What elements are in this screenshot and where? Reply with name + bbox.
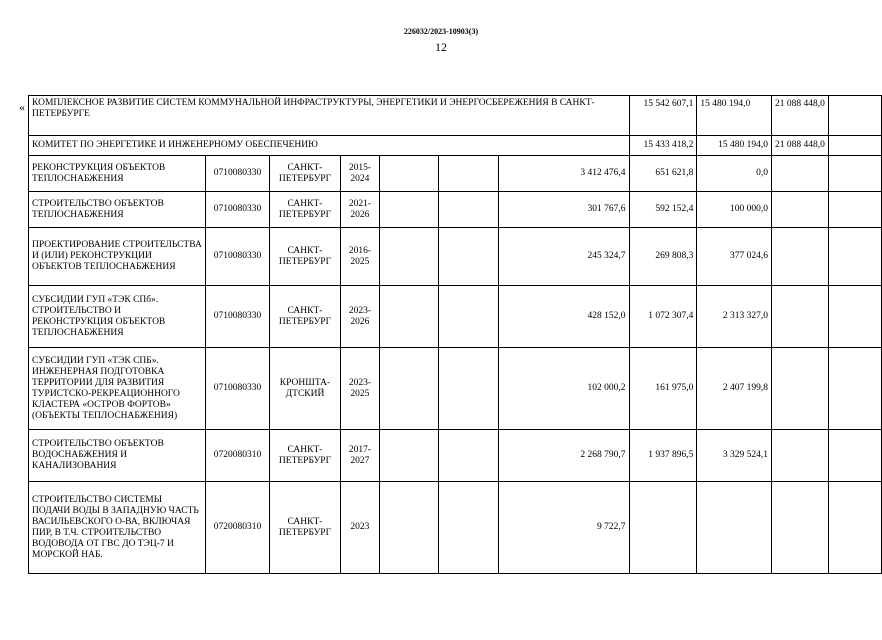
- row-empty-cell: [771, 286, 828, 348]
- document-number: 226032/2023-10903(3): [403, 27, 479, 36]
- row-empty-cell: [771, 228, 828, 286]
- row-name: ПРОЕКТИРОВАНИЕ СТРОИТЕЛЬСТВА И (ИЛИ) РЕКОНСТРУКЦИИ ОБЪЕКТОВ ТЕПЛОСНАБЖЕНИЯ: [29, 228, 206, 286]
- row-empty-cell: [771, 192, 828, 228]
- row-value-1: 102 000,2: [499, 348, 629, 430]
- row-code: 0710080330: [206, 286, 269, 348]
- row-place: САНКТ-ПЕТЕРБУРГ: [269, 156, 341, 192]
- row-value-3: [697, 482, 772, 574]
- row-code: 0720080310: [206, 430, 269, 482]
- row-name: РЕКОНСТРУКЦИЯ ОБЪЕКТОВ ТЕПЛОСНАБЖЕНИЯ: [29, 156, 206, 192]
- row-empty-cell: [379, 482, 439, 574]
- table-row: [29, 430, 882, 482]
- row-name: СУБСИДИИ ГУП «ТЭК СПБ». ИНЖЕНЕРНАЯ ПОДГОТОВКА ТЕРРИТОРИИ ДЛЯ РАЗВИТИЯ ТУРИСТСКО-РЕКРЕАЦИОННОГО КЛАСТЕРА «ОСТРОВ ФОРТОВ» (ОБЪЕКТЫ ТЕПЛОСНАБЖЕНИЯ): [29, 348, 206, 430]
- row-code: 0710080330: [206, 156, 269, 192]
- row-empty-cell: [771, 482, 828, 574]
- row-place: САНКТ-ПЕТЕРБУРГ: [269, 192, 341, 228]
- section-value-2: 15 480 194,0: [697, 96, 772, 136]
- row-value-3: 377 024,6: [697, 228, 772, 286]
- table-row: [29, 348, 882, 430]
- row-empty-cell: [828, 286, 881, 348]
- page-number: 12: [435, 40, 447, 54]
- row-empty-cell: [379, 228, 439, 286]
- row-empty-cell: [379, 430, 439, 482]
- row-code: 0710080330: [206, 228, 269, 286]
- row-value-3: 0,0: [697, 156, 772, 192]
- row-name: СТРОИТЕЛЬСТВО ОБЪЕКТОВ ВОДОСНАБЖЕНИЯ И КАНАЛИЗОВАНИЯ: [29, 430, 206, 482]
- row-empty-cell: [439, 156, 499, 192]
- row-empty-cell: [439, 348, 499, 430]
- row-place: КРОНШТА-ДТСКИЙ: [269, 348, 341, 430]
- row-years: 2017-2027: [341, 430, 379, 482]
- row-value-3: 2 407 199,8: [697, 348, 772, 430]
- program-table: [28, 95, 882, 574]
- section-title: КОМПЛЕКСНОЕ РАЗВИТИЕ СИСТЕМ КОММУНАЛЬНОЙ ИНФРАСТРУКТУРЫ, ЭНЕРГЕТИКИ И ЭНЕРГОСБЕРЕЖЕНИЯ В САНКТ-ПЕТЕРБУРГЕ: [29, 96, 630, 136]
- section-row: [29, 96, 882, 136]
- row-empty-cell: [439, 228, 499, 286]
- row-empty-cell: [439, 430, 499, 482]
- row-value-1: 428 152,0: [499, 286, 629, 348]
- row-value-1: 9 722,7: [499, 482, 629, 574]
- row-value-1: 2 268 790,7: [499, 430, 629, 482]
- row-empty-cell: [828, 156, 881, 192]
- committee-value-3: 21 088 448,0: [771, 136, 828, 156]
- row-empty-cell: [828, 228, 881, 286]
- row-value-3: 3 329 524,1: [697, 430, 772, 482]
- row-empty-cell: [439, 482, 499, 574]
- row-name: СУБСИДИИ ГУП «ТЭК СПб». СТРОИТЕЛЬСТВО И РЕКОНСТРУКЦИЯ ОБЪЕКТОВ ТЕПЛОСНАБЖЕНИЯ: [29, 286, 206, 348]
- section-empty-cell: [828, 96, 881, 136]
- row-years: 2016-2025: [341, 228, 379, 286]
- row-name: СТРОИТЕЛЬСТВО СИСТЕМЫ ПОДАЧИ ВОДЫ В ЗАПАДНУЮ ЧАСТЬ ВАСИЛЬЕВСКОГО О-ВА, ВКЛЮЧАЯ ПИР, В Т.Ч. СТРОИТЕЛЬСТВО ВОДОВОДА ОТ ГВС ДО ТЭЦ-7 И МОРСКОЙ НАБ.: [29, 482, 206, 574]
- row-years: 2015-2024: [341, 156, 379, 192]
- row-years: 2021-2026: [341, 192, 379, 228]
- row-value-1: 301 767,6: [499, 192, 629, 228]
- row-empty-cell: [771, 156, 828, 192]
- table-row: [29, 192, 882, 228]
- row-empty-cell: [379, 156, 439, 192]
- row-code: 0710080330: [206, 348, 269, 430]
- row-years: 2023-2026: [341, 286, 379, 348]
- section-value-1: 15 542 607,1: [629, 96, 697, 136]
- row-empty-cell: [828, 430, 881, 482]
- row-value-1: 3 412 476,4: [499, 156, 629, 192]
- row-empty-cell: [771, 430, 828, 482]
- committee-empty-cell: [828, 136, 881, 156]
- row-place: САНКТ-ПЕТЕРБУРГ: [269, 286, 341, 348]
- row-value-2: 592 152,4: [629, 192, 697, 228]
- row-place: САНКТ-ПЕТЕРБУРГ: [269, 228, 341, 286]
- table-row: [29, 228, 882, 286]
- row-value-3: 2 313 327,0: [697, 286, 772, 348]
- table-row: [29, 482, 882, 574]
- row-value-2: [629, 482, 697, 574]
- table-row: [29, 156, 882, 192]
- row-empty-cell: [828, 192, 881, 228]
- row-value-2: 1 072 307,4: [629, 286, 697, 348]
- section-value-3: 21 088 448,0: [771, 96, 828, 136]
- row-place: САНКТ-ПЕТЕРБУРГ: [269, 430, 341, 482]
- opening-quote-mark: «: [19, 100, 25, 114]
- committee-value-1: 15 433 418,2: [629, 136, 697, 156]
- row-name: СТРОИТЕЛЬСТВО ОБЪЕКТОВ ТЕПЛОСНАБЖЕНИЯ: [29, 192, 206, 228]
- row-code: 0710080330: [206, 192, 269, 228]
- row-value-3: 100 000,0: [697, 192, 772, 228]
- row-value-2: 161 975,0: [629, 348, 697, 430]
- row-value-2: 1 937 896,5: [629, 430, 697, 482]
- row-code: 0720080310: [206, 482, 269, 574]
- row-value-2: 651 621,8: [629, 156, 697, 192]
- row-empty-cell: [828, 348, 881, 430]
- committee-row: [29, 136, 882, 156]
- table-row: [29, 286, 882, 348]
- row-place: САНКТ-ПЕТЕРБУРГ: [269, 482, 341, 574]
- row-empty-cell: [828, 482, 881, 574]
- committee-title: КОМИТЕТ ПО ЭНЕРГЕТИКЕ И ИНЖЕНЕРНОМУ ОБЕСПЕЧЕНИЮ: [29, 136, 630, 156]
- row-empty-cell: [771, 348, 828, 430]
- row-empty-cell: [379, 348, 439, 430]
- row-empty-cell: [439, 192, 499, 228]
- row-empty-cell: [439, 286, 499, 348]
- committee-value-2: 15 480 194,0: [697, 136, 772, 156]
- row-empty-cell: [379, 192, 439, 228]
- row-empty-cell: [379, 286, 439, 348]
- row-value-1: 245 324,7: [499, 228, 629, 286]
- row-years: 2023-2025: [341, 348, 379, 430]
- row-years: 2023: [341, 482, 379, 574]
- row-value-2: 269 808,3: [629, 228, 697, 286]
